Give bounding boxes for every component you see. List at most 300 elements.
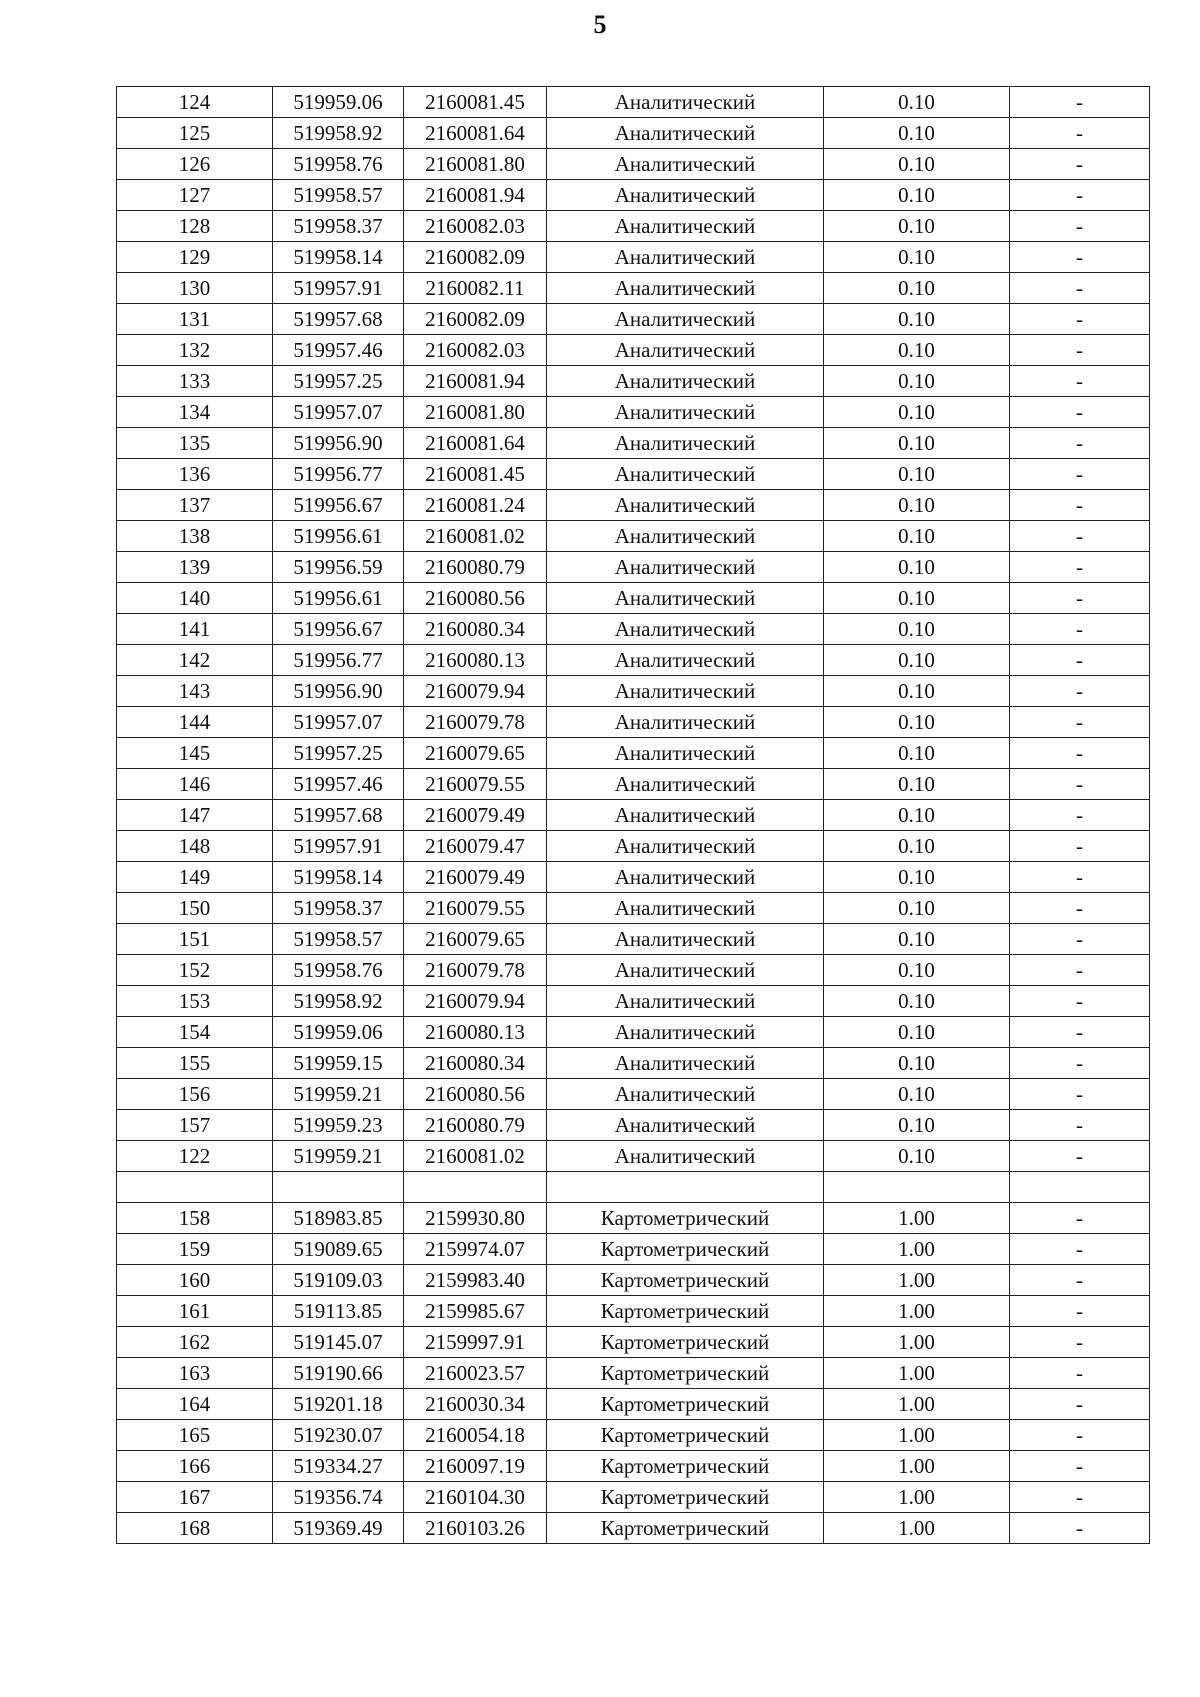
description-cell: - xyxy=(1010,87,1150,118)
accuracy-cell xyxy=(824,1172,1010,1203)
method-cell: Аналитический xyxy=(547,800,824,831)
description-cell: - xyxy=(1010,118,1150,149)
x-coordinate-cell: 519356.74 xyxy=(273,1482,404,1513)
point-number-cell: 154 xyxy=(117,1017,273,1048)
method-cell: Картометрический xyxy=(547,1358,824,1389)
method-cell: Аналитический xyxy=(547,521,824,552)
description-cell: - xyxy=(1010,149,1150,180)
method-cell: Картометрический xyxy=(547,1234,824,1265)
accuracy-cell: 0.10 xyxy=(824,862,1010,893)
y-coordinate-cell: 2160079.55 xyxy=(404,769,547,800)
point-number-cell: 158 xyxy=(117,1203,273,1234)
description-cell: - xyxy=(1010,1203,1150,1234)
accuracy-cell: 0.10 xyxy=(824,1079,1010,1110)
table-row xyxy=(117,862,1150,893)
point-number-cell: 124 xyxy=(117,87,273,118)
accuracy-cell: 0.10 xyxy=(824,645,1010,676)
y-coordinate-cell: 2160079.78 xyxy=(404,955,547,986)
method-cell: Картометрический xyxy=(547,1389,824,1420)
accuracy-cell: 1.00 xyxy=(824,1358,1010,1389)
point-number-cell: 137 xyxy=(117,490,273,521)
point-number-cell: 146 xyxy=(117,769,273,800)
method-cell: Аналитический xyxy=(547,769,824,800)
table-row xyxy=(117,1048,1150,1079)
table-row xyxy=(117,428,1150,459)
description-cell: - xyxy=(1010,707,1150,738)
description-cell xyxy=(1010,1172,1150,1203)
table-row xyxy=(117,707,1150,738)
y-coordinate-cell: 2159983.40 xyxy=(404,1265,547,1296)
description-cell: - xyxy=(1010,1110,1150,1141)
table-row xyxy=(117,1389,1150,1420)
table-row xyxy=(117,211,1150,242)
table-row xyxy=(117,397,1150,428)
y-coordinate-cell: 2160080.56 xyxy=(404,1079,547,1110)
accuracy-cell: 0.10 xyxy=(824,614,1010,645)
x-coordinate-cell: 518983.85 xyxy=(273,1203,404,1234)
accuracy-cell: 0.10 xyxy=(824,955,1010,986)
point-number-cell: 165 xyxy=(117,1420,273,1451)
point-number-cell: 152 xyxy=(117,955,273,986)
x-coordinate-cell: 519958.14 xyxy=(273,862,404,893)
table-row xyxy=(117,180,1150,211)
table-row xyxy=(117,1141,1150,1172)
x-coordinate-cell: 519958.37 xyxy=(273,211,404,242)
description-cell: - xyxy=(1010,645,1150,676)
accuracy-cell: 0.10 xyxy=(824,1048,1010,1079)
point-number-cell: 130 xyxy=(117,273,273,304)
method-cell: Картометрический xyxy=(547,1327,824,1358)
x-coordinate-cell: 519959.21 xyxy=(273,1141,404,1172)
y-coordinate-cell: 2160080.79 xyxy=(404,552,547,583)
table-row xyxy=(117,614,1150,645)
y-coordinate-cell: 2160080.34 xyxy=(404,1048,547,1079)
point-number-cell: 147 xyxy=(117,800,273,831)
x-coordinate-cell: 519959.06 xyxy=(273,87,404,118)
x-coordinate-cell: 519957.25 xyxy=(273,366,404,397)
accuracy-cell: 1.00 xyxy=(824,1389,1010,1420)
table-row xyxy=(117,1203,1150,1234)
accuracy-cell: 0.10 xyxy=(824,335,1010,366)
x-coordinate-cell: 519109.03 xyxy=(273,1265,404,1296)
y-coordinate-cell: 2160080.56 xyxy=(404,583,547,614)
y-coordinate-cell: 2159930.80 xyxy=(404,1203,547,1234)
point-number-cell: 159 xyxy=(117,1234,273,1265)
method-cell: Аналитический xyxy=(547,1017,824,1048)
table-row xyxy=(117,645,1150,676)
description-cell: - xyxy=(1010,800,1150,831)
point-number-cell: 126 xyxy=(117,149,273,180)
table-row xyxy=(117,366,1150,397)
point-number-cell: 149 xyxy=(117,862,273,893)
y-coordinate-cell: 2160079.55 xyxy=(404,893,547,924)
description-cell: - xyxy=(1010,769,1150,800)
y-coordinate-cell: 2160081.64 xyxy=(404,428,547,459)
y-coordinate-cell: 2160023.57 xyxy=(404,1358,547,1389)
method-cell: Аналитический xyxy=(547,397,824,428)
x-coordinate-cell: 519959.15 xyxy=(273,1048,404,1079)
point-number-cell: 148 xyxy=(117,831,273,862)
table-row xyxy=(117,1482,1150,1513)
table-row xyxy=(117,521,1150,552)
accuracy-cell: 1.00 xyxy=(824,1420,1010,1451)
x-coordinate-cell: 519957.91 xyxy=(273,831,404,862)
point-number-cell: 151 xyxy=(117,924,273,955)
point-number-cell: 153 xyxy=(117,986,273,1017)
accuracy-cell: 0.10 xyxy=(824,769,1010,800)
description-cell: - xyxy=(1010,1296,1150,1327)
y-coordinate-cell: 2160080.34 xyxy=(404,614,547,645)
method-cell: Картометрический xyxy=(547,1420,824,1451)
y-coordinate-cell: 2159985.67 xyxy=(404,1296,547,1327)
accuracy-cell: 0.10 xyxy=(824,1017,1010,1048)
table-row xyxy=(117,242,1150,273)
accuracy-cell: 1.00 xyxy=(824,1327,1010,1358)
y-coordinate-cell: 2160103.26 xyxy=(404,1513,547,1544)
point-number-cell: 144 xyxy=(117,707,273,738)
method-cell: Аналитический xyxy=(547,490,824,521)
x-coordinate-cell: 519958.76 xyxy=(273,149,404,180)
y-coordinate-cell: 2160079.65 xyxy=(404,924,547,955)
description-cell: - xyxy=(1010,1048,1150,1079)
point-number-cell: 168 xyxy=(117,1513,273,1544)
point-number-cell: 131 xyxy=(117,304,273,335)
accuracy-cell: 0.10 xyxy=(824,1141,1010,1172)
description-cell: - xyxy=(1010,1451,1150,1482)
description-cell: - xyxy=(1010,304,1150,335)
method-cell: Аналитический xyxy=(547,862,824,893)
x-coordinate-cell: 519957.46 xyxy=(273,769,404,800)
method-cell: Аналитический xyxy=(547,1110,824,1141)
point-number-cell: 162 xyxy=(117,1327,273,1358)
y-coordinate-cell: 2160082.03 xyxy=(404,211,547,242)
point-number-cell: 125 xyxy=(117,118,273,149)
point-number-cell: 145 xyxy=(117,738,273,769)
description-cell: - xyxy=(1010,831,1150,862)
x-coordinate-cell: 519956.77 xyxy=(273,459,404,490)
description-cell: - xyxy=(1010,1358,1150,1389)
point-number-cell: 167 xyxy=(117,1482,273,1513)
method-cell: Аналитический xyxy=(547,211,824,242)
table-row xyxy=(117,800,1150,831)
point-number-cell: 132 xyxy=(117,335,273,366)
point-number-cell: 138 xyxy=(117,521,273,552)
accuracy-cell: 0.10 xyxy=(824,118,1010,149)
accuracy-cell: 0.10 xyxy=(824,738,1010,769)
description-cell: - xyxy=(1010,335,1150,366)
method-cell: Аналитический xyxy=(547,955,824,986)
accuracy-cell: 1.00 xyxy=(824,1482,1010,1513)
method-cell: Картометрический xyxy=(547,1296,824,1327)
accuracy-cell: 1.00 xyxy=(824,1296,1010,1327)
description-cell: - xyxy=(1010,738,1150,769)
accuracy-cell: 1.00 xyxy=(824,1265,1010,1296)
description-cell: - xyxy=(1010,1482,1150,1513)
y-coordinate-cell: 2160080.13 xyxy=(404,1017,547,1048)
page-number: 5 xyxy=(593,10,607,39)
description-cell: - xyxy=(1010,459,1150,490)
method-cell: Аналитический xyxy=(547,831,824,862)
x-coordinate-cell: 519957.07 xyxy=(273,707,404,738)
accuracy-cell: 0.10 xyxy=(824,986,1010,1017)
method-cell: Аналитический xyxy=(547,676,824,707)
y-coordinate-cell: 2160097.19 xyxy=(404,1451,547,1482)
x-coordinate-cell: 519958.76 xyxy=(273,955,404,986)
description-cell: - xyxy=(1010,242,1150,273)
point-number-cell xyxy=(117,1172,273,1203)
point-number-cell: 127 xyxy=(117,180,273,211)
point-number-cell: 129 xyxy=(117,242,273,273)
point-number-cell: 157 xyxy=(117,1110,273,1141)
method-cell: Аналитический xyxy=(547,552,824,583)
x-coordinate-cell: 519957.25 xyxy=(273,738,404,769)
accuracy-cell: 0.10 xyxy=(824,397,1010,428)
x-coordinate-cell: 519958.57 xyxy=(273,180,404,211)
description-cell: - xyxy=(1010,1389,1150,1420)
description-cell: - xyxy=(1010,583,1150,614)
method-cell: Аналитический xyxy=(547,986,824,1017)
table-row xyxy=(117,273,1150,304)
table-row xyxy=(117,1451,1150,1482)
y-coordinate-cell: 2159974.07 xyxy=(404,1234,547,1265)
description-cell: - xyxy=(1010,552,1150,583)
point-number-cell: 160 xyxy=(117,1265,273,1296)
method-cell: Аналитический xyxy=(547,645,824,676)
description-cell: - xyxy=(1010,428,1150,459)
method-cell: Аналитический xyxy=(547,738,824,769)
table-row xyxy=(117,335,1150,366)
description-cell: - xyxy=(1010,397,1150,428)
y-coordinate-cell: 2160030.34 xyxy=(404,1389,547,1420)
accuracy-cell: 0.10 xyxy=(824,924,1010,955)
table-row xyxy=(117,490,1150,521)
accuracy-cell: 0.10 xyxy=(824,459,1010,490)
y-coordinate-cell: 2160082.11 xyxy=(404,273,547,304)
x-coordinate-cell: 519113.85 xyxy=(273,1296,404,1327)
y-coordinate-cell: 2160054.18 xyxy=(404,1420,547,1451)
accuracy-cell: 1.00 xyxy=(824,1234,1010,1265)
point-number-cell: 142 xyxy=(117,645,273,676)
point-number-cell: 122 xyxy=(117,1141,273,1172)
y-coordinate-cell: 2160082.09 xyxy=(404,242,547,273)
accuracy-cell: 0.10 xyxy=(824,180,1010,211)
table-row xyxy=(117,459,1150,490)
description-cell: - xyxy=(1010,211,1150,242)
table-row xyxy=(117,893,1150,924)
method-cell: Картометрический xyxy=(547,1203,824,1234)
y-coordinate-cell: 2160080.79 xyxy=(404,1110,547,1141)
description-cell: - xyxy=(1010,862,1150,893)
y-coordinate-cell: 2160081.24 xyxy=(404,490,547,521)
x-coordinate-cell: 519958.37 xyxy=(273,893,404,924)
x-coordinate-cell: 519958.57 xyxy=(273,924,404,955)
y-coordinate-cell: 2160081.94 xyxy=(404,180,547,211)
description-cell: - xyxy=(1010,366,1150,397)
x-coordinate-cell: 519959.06 xyxy=(273,1017,404,1048)
y-coordinate-cell: 2160081.45 xyxy=(404,459,547,490)
table-row xyxy=(117,738,1150,769)
x-coordinate-cell: 519957.07 xyxy=(273,397,404,428)
y-coordinate-cell: 2160081.64 xyxy=(404,118,547,149)
accuracy-cell: 0.10 xyxy=(824,893,1010,924)
table-row xyxy=(117,769,1150,800)
y-coordinate-cell: 2160081.45 xyxy=(404,87,547,118)
x-coordinate-cell: 519957.68 xyxy=(273,304,404,335)
description-cell: - xyxy=(1010,1234,1150,1265)
table-row xyxy=(117,552,1150,583)
y-coordinate-cell: 2160079.78 xyxy=(404,707,547,738)
method-cell: Аналитический xyxy=(547,428,824,459)
x-coordinate-cell: 519958.14 xyxy=(273,242,404,273)
method-cell: Аналитический xyxy=(547,149,824,180)
y-coordinate-cell: 2160081.94 xyxy=(404,366,547,397)
table-row xyxy=(117,831,1150,862)
description-cell: - xyxy=(1010,986,1150,1017)
method-cell: Аналитический xyxy=(547,1141,824,1172)
table-row xyxy=(117,1234,1150,1265)
description-cell: - xyxy=(1010,273,1150,304)
point-number-cell: 163 xyxy=(117,1358,273,1389)
method-cell: Аналитический xyxy=(547,459,824,490)
x-coordinate-cell: 519956.67 xyxy=(273,490,404,521)
table-row xyxy=(117,1110,1150,1141)
y-coordinate-cell: 2160082.03 xyxy=(404,335,547,366)
table-row xyxy=(117,955,1150,986)
table-row xyxy=(117,924,1150,955)
y-coordinate-cell: 2160079.65 xyxy=(404,738,547,769)
table-row xyxy=(117,149,1150,180)
x-coordinate-cell: 519190.66 xyxy=(273,1358,404,1389)
y-coordinate-cell: 2160081.80 xyxy=(404,397,547,428)
point-number-cell: 139 xyxy=(117,552,273,583)
description-cell: - xyxy=(1010,676,1150,707)
y-coordinate-cell: 2160081.02 xyxy=(404,1141,547,1172)
x-coordinate-cell: 519957.68 xyxy=(273,800,404,831)
y-coordinate-cell: 2160079.49 xyxy=(404,862,547,893)
accuracy-cell: 0.10 xyxy=(824,800,1010,831)
accuracy-cell: 0.10 xyxy=(824,428,1010,459)
accuracy-cell: 0.10 xyxy=(824,831,1010,862)
y-coordinate-cell: 2160079.94 xyxy=(404,986,547,1017)
point-number-cell: 133 xyxy=(117,366,273,397)
x-coordinate-cell: 519956.67 xyxy=(273,614,404,645)
accuracy-cell: 0.10 xyxy=(824,552,1010,583)
accuracy-cell: 0.10 xyxy=(824,366,1010,397)
table-row xyxy=(117,87,1150,118)
method-cell: Аналитический xyxy=(547,335,824,366)
x-coordinate-cell: 519958.92 xyxy=(273,118,404,149)
description-cell: - xyxy=(1010,893,1150,924)
y-coordinate-cell: 2160104.30 xyxy=(404,1482,547,1513)
table-row xyxy=(117,1327,1150,1358)
point-number-cell: 141 xyxy=(117,614,273,645)
x-coordinate-cell: 519956.90 xyxy=(273,428,404,459)
x-coordinate-cell: 519957.91 xyxy=(273,273,404,304)
description-cell: - xyxy=(1010,1141,1150,1172)
method-cell: Аналитический xyxy=(547,924,824,955)
description-cell: - xyxy=(1010,1079,1150,1110)
description-cell: - xyxy=(1010,1513,1150,1544)
point-number-cell: 135 xyxy=(117,428,273,459)
table-row xyxy=(117,583,1150,614)
description-cell: - xyxy=(1010,955,1150,986)
accuracy-cell: 0.10 xyxy=(824,87,1010,118)
point-number-cell: 150 xyxy=(117,893,273,924)
table-row xyxy=(117,1265,1150,1296)
x-coordinate-cell: 519956.61 xyxy=(273,583,404,614)
accuracy-cell: 0.10 xyxy=(824,490,1010,521)
y-coordinate-cell xyxy=(404,1172,547,1203)
x-coordinate-cell: 519089.65 xyxy=(273,1234,404,1265)
accuracy-cell: 0.10 xyxy=(824,149,1010,180)
x-coordinate-cell: 519959.23 xyxy=(273,1110,404,1141)
point-number-cell: 140 xyxy=(117,583,273,614)
x-coordinate-cell: 519959.21 xyxy=(273,1079,404,1110)
method-cell: Аналитический xyxy=(547,304,824,335)
accuracy-cell: 1.00 xyxy=(824,1451,1010,1482)
x-coordinate-cell: 519230.07 xyxy=(273,1420,404,1451)
y-coordinate-cell: 2159997.91 xyxy=(404,1327,547,1358)
description-cell: - xyxy=(1010,1327,1150,1358)
point-number-cell: 128 xyxy=(117,211,273,242)
description-cell: - xyxy=(1010,1265,1150,1296)
y-coordinate-cell: 2160080.13 xyxy=(404,645,547,676)
accuracy-cell: 0.10 xyxy=(824,707,1010,738)
y-coordinate-cell: 2160079.49 xyxy=(404,800,547,831)
table-row xyxy=(117,1513,1150,1544)
method-cell: Аналитический xyxy=(547,273,824,304)
method-cell: Аналитический xyxy=(547,118,824,149)
method-cell: Аналитический xyxy=(547,242,824,273)
accuracy-cell: 0.10 xyxy=(824,583,1010,614)
x-coordinate-cell: 519956.59 xyxy=(273,552,404,583)
x-coordinate-cell: 519958.92 xyxy=(273,986,404,1017)
accuracy-cell: 1.00 xyxy=(824,1203,1010,1234)
point-number-cell: 155 xyxy=(117,1048,273,1079)
coordinates-table xyxy=(116,86,1150,1544)
description-cell: - xyxy=(1010,490,1150,521)
accuracy-cell: 0.10 xyxy=(824,242,1010,273)
x-coordinate-cell: 519956.90 xyxy=(273,676,404,707)
accuracy-cell: 1.00 xyxy=(824,1513,1010,1544)
accuracy-cell: 0.10 xyxy=(824,521,1010,552)
point-number-cell: 161 xyxy=(117,1296,273,1327)
method-cell: Аналитический xyxy=(547,893,824,924)
point-number-cell: 143 xyxy=(117,676,273,707)
table-row xyxy=(117,1172,1150,1203)
x-coordinate-cell: 519369.49 xyxy=(273,1513,404,1544)
description-cell: - xyxy=(1010,521,1150,552)
method-cell: Картометрический xyxy=(547,1513,824,1544)
x-coordinate-cell: 519201.18 xyxy=(273,1389,404,1420)
table-row xyxy=(117,1358,1150,1389)
table-row xyxy=(117,1079,1150,1110)
method-cell: Аналитический xyxy=(547,614,824,645)
accuracy-cell: 0.10 xyxy=(824,273,1010,304)
accuracy-cell: 0.10 xyxy=(824,211,1010,242)
method-cell xyxy=(547,1172,824,1203)
y-coordinate-cell: 2160079.47 xyxy=(404,831,547,862)
method-cell: Аналитический xyxy=(547,583,824,614)
description-cell: - xyxy=(1010,1420,1150,1451)
point-number-cell: 134 xyxy=(117,397,273,428)
accuracy-cell: 0.10 xyxy=(824,676,1010,707)
point-number-cell: 166 xyxy=(117,1451,273,1482)
table-row xyxy=(117,676,1150,707)
method-cell: Аналитический xyxy=(547,707,824,738)
x-coordinate-cell: 519956.61 xyxy=(273,521,404,552)
point-number-cell: 164 xyxy=(117,1389,273,1420)
